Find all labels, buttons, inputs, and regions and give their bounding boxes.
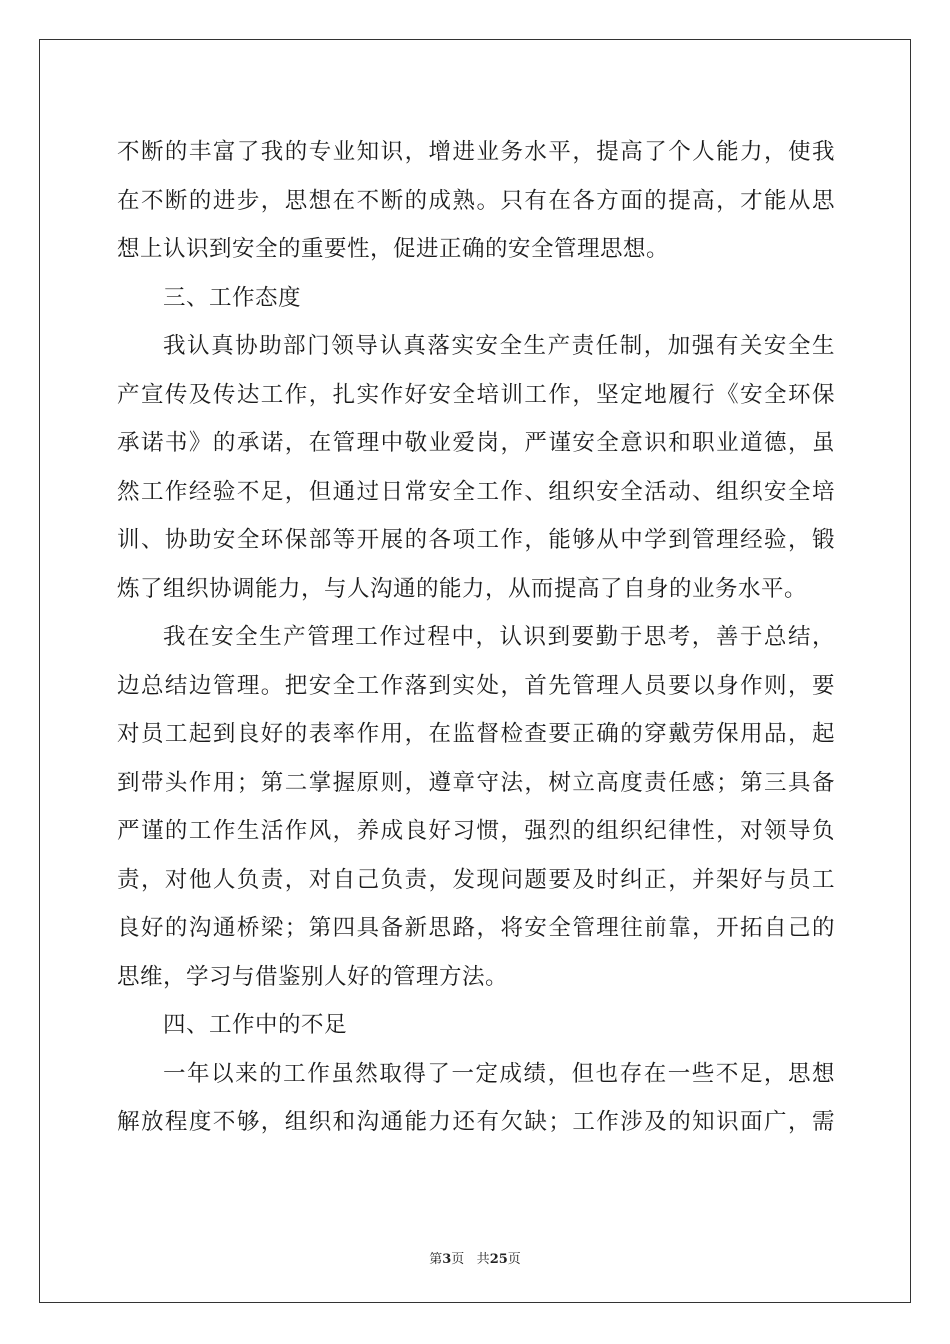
text-line: 一年以来的工作虽然取得了一定成绩，但也存在一些不足，思想 bbox=[163, 1060, 835, 1087]
text-line: 严谨的工作生活作风，养成良好习惯，强烈的组织纪律性，对领导负 bbox=[117, 818, 835, 844]
text-line: 边总结边管理。把安全工作落到实处，首先管理人员要以身作则，要 bbox=[117, 672, 835, 699]
text-line: 我在安全生产管理工作过程中，认识到要勤于思考，善于总结， bbox=[163, 624, 835, 650]
text-line: 良好的沟通桥梁；第四具备新思路，将安全管理往前靠，开拓自己的 bbox=[117, 915, 835, 941]
page-footer bbox=[0, 1248, 950, 1267]
text-line: 对员工起到良好的表率作用，在监督检查要正确的穿戴劳保用品，起 bbox=[117, 721, 835, 747]
paragraph bbox=[117, 322, 835, 613]
text-line: 到带头作用；第二掌握原则，遵章守法，树立高度责任感；第三具备 bbox=[117, 769, 835, 796]
text-line: 训、协助安全环保部等开展的各项工作，能够从中学到管理经验，锻 bbox=[117, 527, 835, 553]
text-line: 思维，学习与借鉴别人好的管理方法。 bbox=[117, 963, 509, 990]
text-line: 不断的丰富了我的专业知识，增进业务水平，提高了个人能力，使我 bbox=[117, 139, 835, 165]
footer-total-prefix: 共 bbox=[476, 1252, 490, 1267]
total-page-number: 25 bbox=[489, 1252, 508, 1267]
text-line: 想上认识到安全的重要性，促进正确的安全管理思想。 bbox=[117, 236, 670, 262]
text-line: 我认真协助部门领导认真落实安全生产责任制，加强有关安全生 bbox=[163, 333, 835, 359]
text-line: 产宣传及传达工作，扎实作好安全培训工作，坚定地履行《安全环保 bbox=[117, 381, 835, 408]
text-line: 炼了组织协调能力，与人沟通的能力，从而提高了自身的业务水平。 bbox=[117, 575, 808, 602]
text-line: 在不断的进步，思想在不断的成熟。只有在各方面的提高，才能从思 bbox=[117, 187, 835, 214]
footer-page-suffix: 页 bbox=[451, 1252, 465, 1267]
footer-prefix: 第 bbox=[429, 1252, 443, 1267]
text-line: 承诺书》的承诺，在管理中敬业爱岗，严谨安全意识和职业道德，虽 bbox=[117, 430, 835, 456]
text-line: 然工作经验不足，但通过日常安全工作、组织安全活动、组织安全培 bbox=[117, 478, 835, 505]
paragraph bbox=[117, 1050, 835, 1147]
text-line: 三、工作态度 bbox=[163, 284, 302, 311]
paragraph bbox=[117, 128, 835, 274]
document-body bbox=[117, 128, 835, 1147]
section-heading bbox=[117, 274, 835, 323]
text-line: 解放程度不够，组织和沟通能力还有欠缺；工作涉及的知识面广，需 bbox=[117, 1109, 835, 1135]
text-line: 四、工作中的不足 bbox=[163, 1012, 348, 1038]
paragraph bbox=[117, 613, 835, 1001]
footer-total-suffix: 页 bbox=[507, 1252, 521, 1267]
current-page-number: 3 bbox=[442, 1252, 452, 1267]
text-line: 责，对他人负责，对自己负责，发现问题要及时纠正，并架好与员工 bbox=[117, 866, 835, 893]
section-heading bbox=[117, 1001, 835, 1050]
